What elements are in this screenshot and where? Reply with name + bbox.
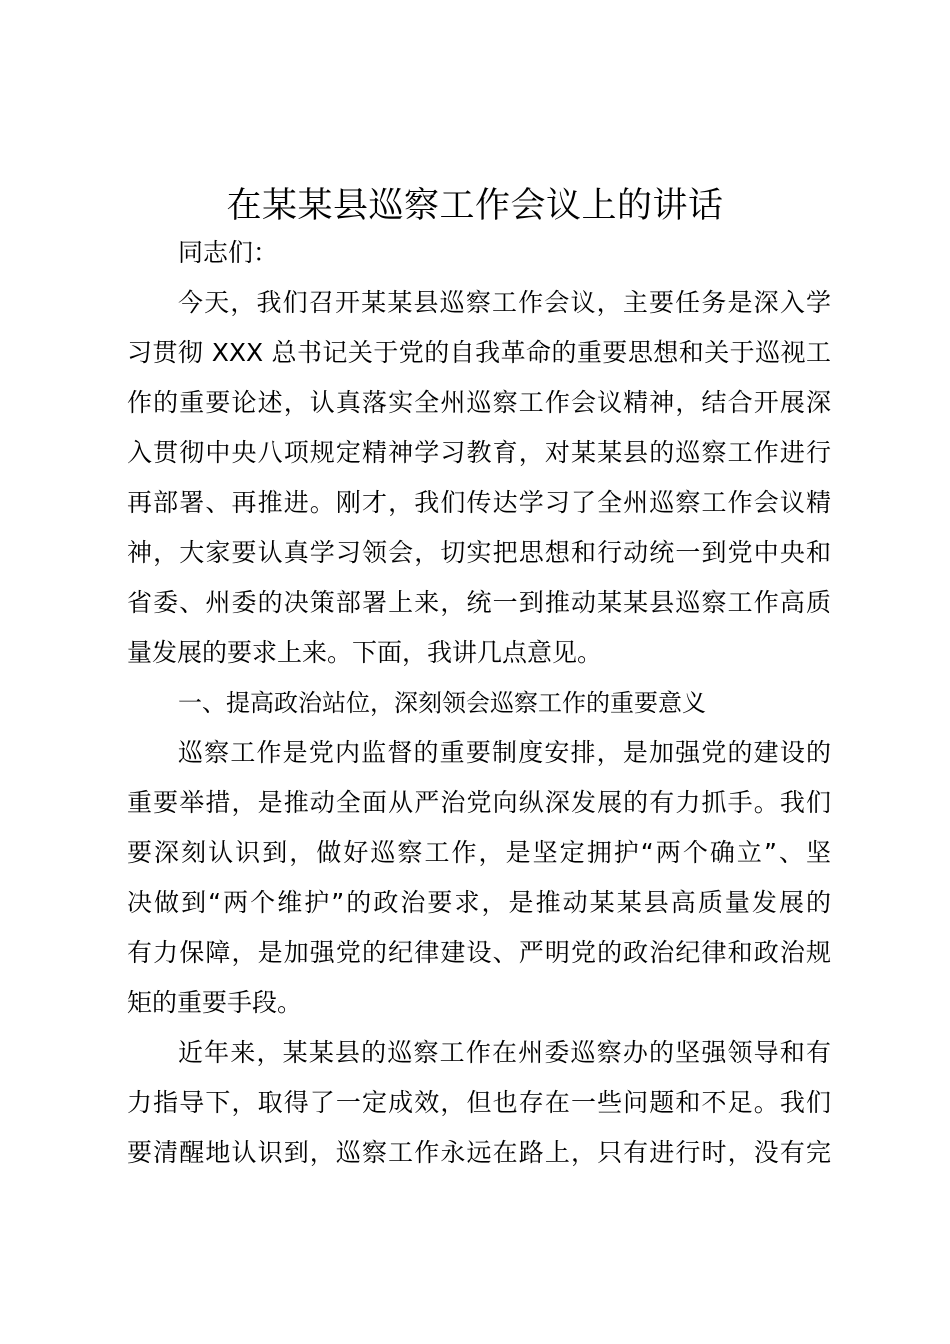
paragraph-line: 今天，我们召开某某县巡察工作会议，主要任务是深入学 [178,288,831,317]
paragraph-line: 决做到“两个维护”的政治要求，是推动某某县高质量发展的 [127,888,831,917]
salutation: 同志们： [178,238,279,267]
paragraph-line: 要清醒地认识到，巡察工作永远在路上，只有进行时，没有完 [127,1138,831,1167]
paragraph-line: 有力保障，是加强党的纪律建设、严明党的政治纪律和政治规 [127,938,831,967]
paragraph-line: 力指导下，取得了一定成效，但也存在一些问题和不足。我们 [127,1088,831,1117]
paragraph-line: 重要举措，是推动全面从严治党向纵深发展的有力抓手。我们 [127,788,831,817]
paragraph-line: 再部署、再推进。刚才，我们传达学习了全州巡察工作会议精 [127,488,831,517]
paragraph-line: 量发展的要求上来。下面，我讲几点意见。 [127,638,603,667]
paragraph-line: 矩的重要手段。 [127,988,303,1017]
paragraph-line: 要深刻认识到，做好巡察工作，是坚定拥护“两个确立”、坚 [127,838,831,867]
paragraph-line: 近年来，某某县的巡察工作在州委巡察办的坚强领导和有 [178,1038,831,1067]
paragraph-line: 入贯彻中央八项规定精神学习教育，对某某县的巡察工作进行 [127,438,831,467]
paragraph-line: 神，大家要认真学习领会，切实把思想和行动统一到党中央和 [127,538,831,567]
paragraph-line: 习贯彻 XXX 总书记关于党的自我革命的重要思想和关于巡视工 [127,338,831,367]
paragraph-line: 巡察工作是党内监督的重要制度安排，是加强党的建设的 [178,738,831,767]
document-title: 在某某县巡察工作会议上的讲话 [226,186,724,226]
paragraph-line: 省委、州委的决策部署上来，统一到推动某某县巡察工作高质 [127,588,831,617]
section-heading: 一、提高政治站位，深刻领会巡察工作的重要意义 [178,689,706,717]
paragraph-line: 作的重要论述，认真落实全州巡察工作会议精神，结合开展深 [127,388,831,417]
